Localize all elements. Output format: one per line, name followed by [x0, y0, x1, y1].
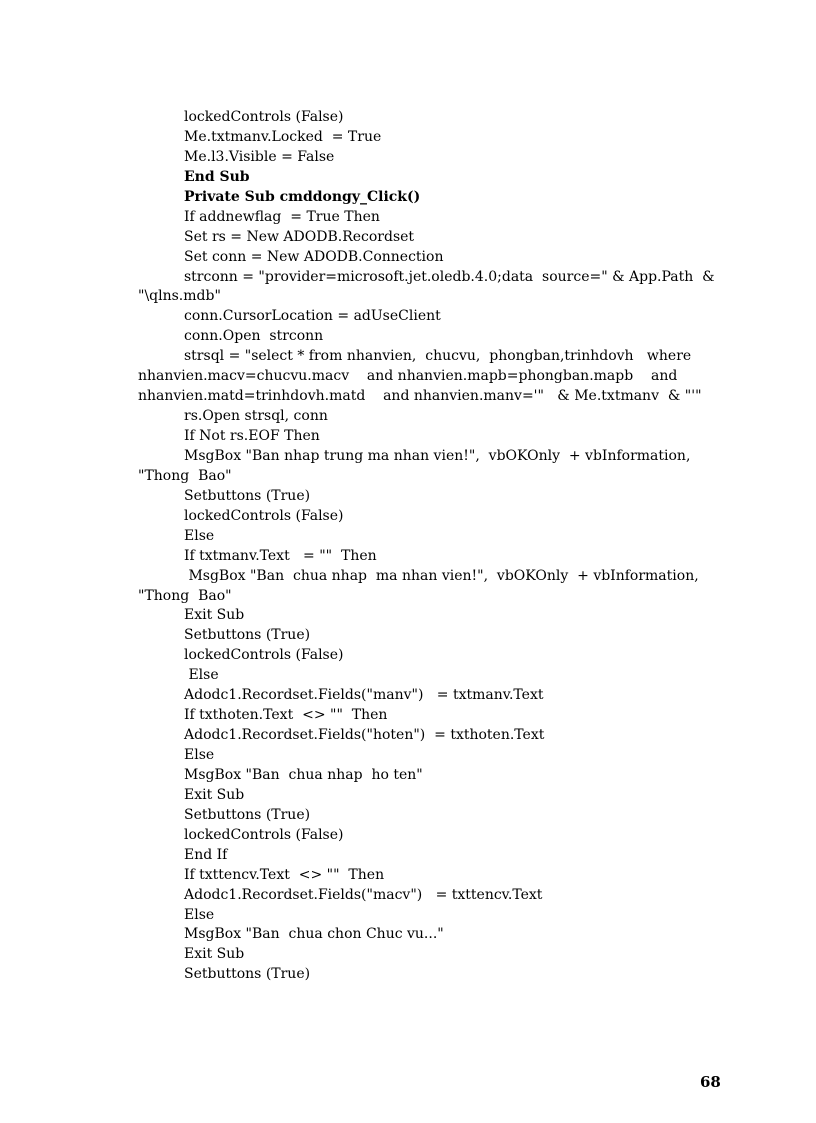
- code-line: Set rs = New ADODB.Recordset: [184, 228, 415, 245]
- code-line: Else: [184, 667, 219, 684]
- code-line: nhanvien.matd=trinhdovh.matd and nhanvien.manv='" & Me.txtmanv & "'": [138, 388, 702, 405]
- code-line: MsgBox "Ban chua nhap ma nhan vien!", vbOKOnly + vbInformation,: [184, 567, 699, 584]
- code-line: "\qlns.mdb": [138, 288, 221, 305]
- code-line: If addnewflag = True Then: [184, 208, 380, 225]
- code-line: strsql = "select * from nhanvien, chucvu, phongban,trinhdovh where: [184, 348, 692, 365]
- code-line: Adodc1.Recordset.Fields("manv") = txtmanv.Text: [184, 687, 544, 704]
- code-line: Else: [184, 527, 215, 544]
- code-listing: [138, 108, 718, 985]
- code-line: MsgBox "Ban chua nhap ho ten": [184, 766, 423, 783]
- code-line: lockedControls (False): [184, 109, 344, 125]
- code-line: If Not rs.EOF Then: [184, 428, 320, 444]
- code-line: Setbuttons (True): [184, 806, 311, 823]
- code-line: If txthoten.Text <> "" Then: [184, 707, 388, 724]
- code-line: lockedControls (False): [184, 507, 344, 524]
- code-line: Private Sub cmddongy_Click(): [184, 188, 421, 205]
- code-line: If txtmanv.Text = "" Then: [184, 547, 377, 564]
- code-line: End Sub: [184, 168, 250, 185]
- code-line: MsgBox "Ban nhap trung ma nhan vien!", vbOKOnly + vbInformation,: [184, 447, 691, 464]
- code-line: Setbuttons (True): [184, 627, 311, 644]
- code-line: End If: [184, 846, 228, 863]
- code-line: nhanvien.macv=chucvu.macv and nhanvien.mapb=phongban.mapb and: [138, 368, 678, 385]
- code-line: Exit Sub: [184, 607, 245, 624]
- code-line: lockedControls (False): [184, 826, 344, 843]
- code-line: Exit Sub: [184, 946, 245, 963]
- code-line: Setbuttons (True): [184, 487, 311, 504]
- code-line: Exit Sub: [184, 786, 245, 803]
- code-line: "Thong Bao": [138, 467, 232, 484]
- code-line: Me.l3.Visible = False: [184, 148, 335, 165]
- code-line: If txttencv.Text <> "" Then: [184, 866, 385, 883]
- code-line: Me.txtmanv.Locked = True: [184, 128, 382, 145]
- code-line: Else: [184, 906, 215, 923]
- code-line: conn.Open strconn: [184, 328, 324, 345]
- code-line: lockedControls (False): [184, 647, 344, 664]
- code-line: "Thong Bao": [138, 587, 232, 604]
- code-line: MsgBox "Ban chua chon Chuc vu...": [184, 926, 444, 943]
- code-line: Else: [184, 747, 215, 763]
- code-line: Set conn = New ADODB.Connection: [184, 248, 444, 265]
- code-line: Adodc1.Recordset.Fields("macv") = txttencv.Text: [184, 886, 543, 903]
- code-line: Adodc1.Recordset.Fields("hoten") = txthoten.Text: [184, 727, 545, 744]
- code-line: conn.CursorLocation = adUseClient: [184, 308, 441, 325]
- page-number: 68: [700, 1073, 721, 1091]
- code-line: strconn = "provider=microsoft.jet.oledb.4.0;data source=" & App.Path &: [184, 268, 715, 285]
- code-line: rs.Open strsql, conn: [184, 408, 328, 425]
- code-line: Setbuttons (True): [184, 966, 311, 983]
